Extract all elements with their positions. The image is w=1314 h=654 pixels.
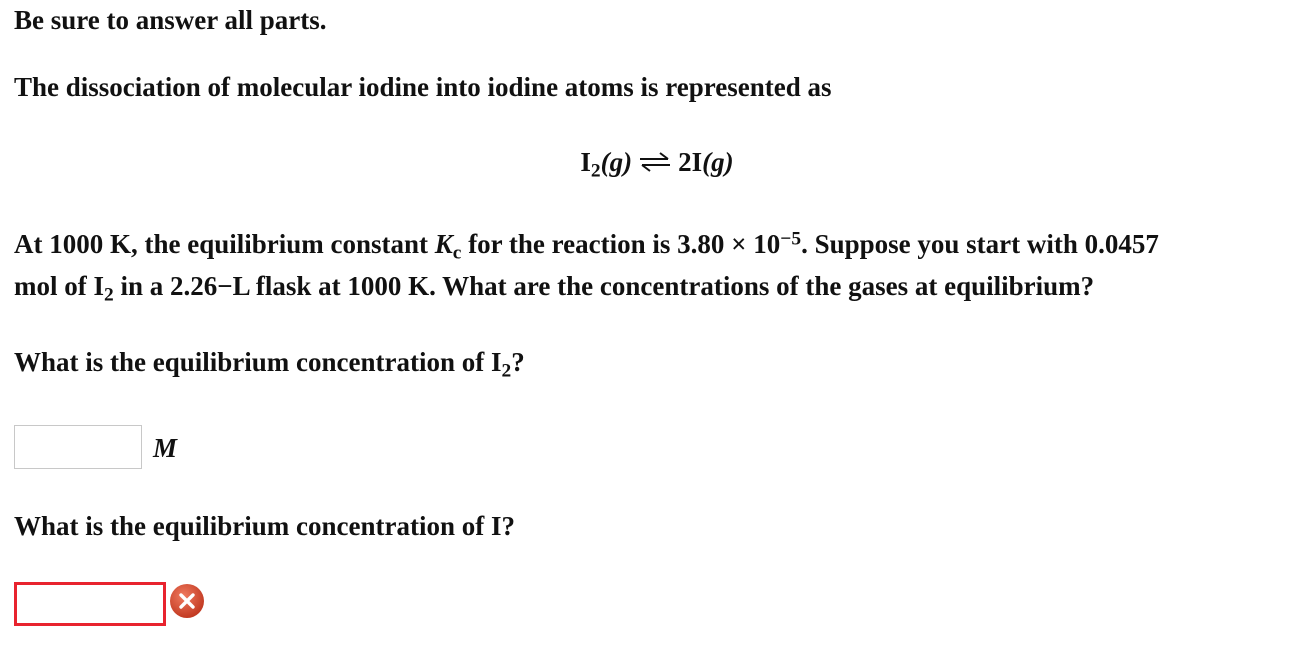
reaction-equation [0, 146, 1314, 182]
k-subscript: c [452, 242, 462, 264]
instruction-text: Be sure to answer all parts. [14, 5, 327, 35]
reactant-base: I [580, 147, 591, 177]
product-phase: (g) [702, 147, 734, 177]
problem-text-e: in a 2.26−L flask at 1000 K. What are the concentrations of the gases at equilibrium? [113, 271, 1095, 301]
error-x-icon [167, 581, 207, 621]
i2-subscript: 2 [104, 284, 114, 306]
problem-text-c: . Suppose you start with 0.0457 [801, 229, 1159, 259]
unit-label: M [153, 433, 178, 463]
k-symbol: K [434, 229, 453, 259]
reactant-phase: (g) [600, 147, 633, 177]
question-2-text: What is the equilibrium concentration of I? [14, 511, 516, 541]
question-1-text [14, 346, 525, 382]
question-1-subscript: 2 [501, 360, 512, 382]
reactant-subscript: 2 [590, 160, 601, 182]
exponent: −5 [780, 228, 802, 250]
product-base: 2I [678, 147, 703, 177]
question-1-text-a: What is the equilibrium concentration of I [14, 347, 502, 377]
problem-text-b: for the reaction is 3.80 × 10 [461, 229, 781, 259]
i2-concentration-input[interactable] [14, 425, 142, 469]
equilibrium-arrows-icon [638, 151, 672, 173]
problem-line-2 [14, 270, 1095, 306]
problem-text-d: mol of I [14, 271, 104, 301]
problem-text-a: At 1000 K, the equilibrium constant [14, 229, 435, 259]
problem-line-1 [14, 228, 1159, 264]
intro-text: The dissociation of molecular iodine into iodine atoms is represented as [14, 72, 832, 102]
question-1-text-b: ? [511, 347, 525, 377]
i-concentration-input[interactable] [14, 582, 166, 626]
